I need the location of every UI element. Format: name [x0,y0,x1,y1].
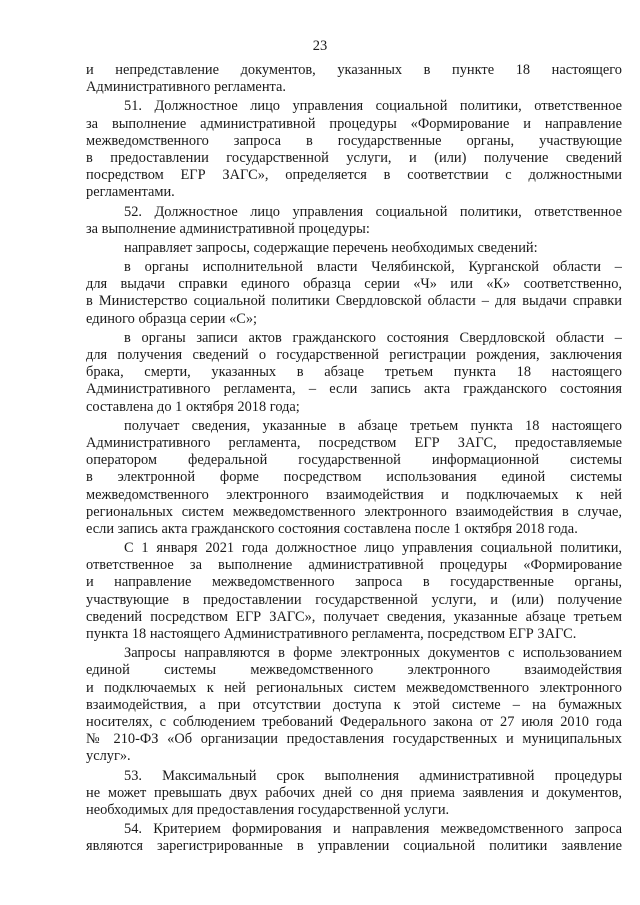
text-line: регламентами. [86,184,175,201]
text-line: 54. Критерием формирования и направления межведомственного запроса [124,821,622,838]
text-line: Административного регламента, посредством ЕГР ЗАГС, предоставляемые [86,434,622,451]
text-line: если запись акта гражданского состояния составлена после 1 октября 2018 года. [86,520,578,537]
text-line: № 210-ФЗ «Об организации предоставления государственных и муниципальных [86,731,622,748]
text-line: 53. Максимальный срок выполнения административной процедуры [124,767,622,784]
text-line: пункта 18 настоящего Административного регламента, посредством ЕГР ЗАГС. [86,626,577,642]
document-body [86,62,622,855]
text-line: и направление межведомственного запроса в государственные органы, [86,574,622,591]
text-line: необходимых для предоставления государственной услуги. [86,801,450,818]
text-line: 51. Должностное лицо управления социальной политики, ответственное [124,98,622,115]
text-line: межведомственного электронного взаимодействия и подключаемых к ней [86,486,622,503]
text-line: за выполнение административной процедуры: [86,220,370,237]
text-line: в предоставлении государственной услуги, и (или) получение сведений [86,149,622,166]
text-line: межведомственного запроса в государственные органы, участвующие [86,132,622,149]
text-line: и непредставление документов, указанных в пункте 18 настоящего [86,62,622,78]
text-line: не может превышать двух рабочих дней со дня приема заявления и документов, [86,784,622,801]
text-line: 52. Должностное лицо управления социальной политики, ответственное [124,203,622,220]
text-line: участвующие в предоставлении государственной услуги, и (или) получение [86,591,622,608]
text-line: и подключаемых к ней региональных систем межведомственного электронного [86,679,622,696]
text-line: услуг». [86,748,131,765]
text-line: являются зарегистрированные в управлении социальной политики заявление [86,838,622,855]
text-line: взаимодействия, а при отсутствии доступа к этой системе – на бумажных [86,696,622,713]
text-line: единой системы межведомственного электронного взаимодействия [86,662,622,679]
text-line: Административного регламента. [86,79,286,96]
text-line: оператором федеральной государственной информационной системы [86,452,622,469]
text-line: Административного регламента, – если запись акта гражданского состояния [86,381,622,398]
text-line: единого образца серии «С»; [86,310,258,327]
text-line: в электронной форме посредством использования единой системы [86,469,622,486]
text-line: С 1 января 2021 года должностное лицо управления социальной политики, [124,540,622,557]
text-line: в Министерство социальной политики Свердловской области – для выдачи справки [86,293,622,310]
text-line: ответственное за выполнение административной процедуры «Формирование [86,557,622,574]
text-line: за выполнение административной процедуры «Формирование и направление [86,115,622,132]
text-line: направляет запросы, содержащие перечень необходимых сведений: [124,239,538,256]
text-line: в органы записи актов гражданского состояния Свердловской области – [124,329,622,346]
text-line: в органы исполнительной власти Челябинской, Курганской области – [124,259,622,276]
text-line: Запросы направляются в форме электронных документов с использованием [124,645,622,662]
text-line: для выдачи справки единого образца серии «Ч» или «К» соответственно, [86,276,622,293]
text-line: получает сведения, указанные в абзаце третьем пункта 18 настоящего [124,417,622,434]
text-line: посредством ЕГР ЗАГС», определяется в соответствии с должностными [86,167,622,184]
text-line: региональных систем межведомственного электронного взаимодействия в случае, [86,503,622,520]
text-line: носителях, с соблюдением требований Федерального закона от 27 июля 2010 года [86,713,622,730]
text-line: составлена до 1 октября 2018 года; [86,398,300,415]
text-line: брака, смерти, указанных в абзаце третьем пункта 18 настоящего [86,364,622,381]
text-line: для получения сведений о государственной регистрации рождения, заключения [86,347,622,363]
text-line: сведений посредством ЕГР ЗАГС», получает сведения, указанные абзаце третьем [86,608,622,625]
page-number: 23 [312,38,328,54]
